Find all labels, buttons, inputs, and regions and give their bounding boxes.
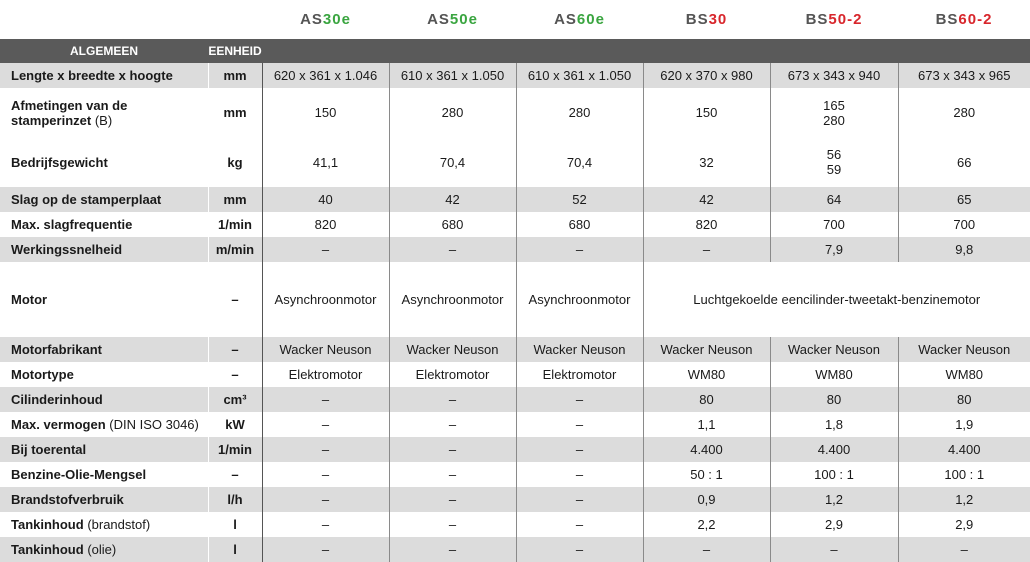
table-row (0, 412, 1030, 437)
cell-value: – (898, 537, 1030, 562)
cell-value: 150 (262, 88, 389, 137)
cell-value: 70,4 (516, 137, 643, 187)
row-unit: l (208, 512, 262, 537)
table-row (0, 362, 1030, 387)
cell-value: 280 (898, 88, 1030, 137)
cell-value: 820 (262, 212, 389, 237)
cell-value: 680 (516, 212, 643, 237)
cell-value: 673 x 343 x 940 (770, 63, 898, 88)
row-label: Benzine-Olie-Mengsel (0, 462, 208, 487)
cell-value: 610 x 361 x 1.050 (516, 63, 643, 88)
cell-value: – (262, 387, 389, 412)
cell-value: 66 (898, 137, 1030, 187)
table-row (0, 237, 1030, 262)
cell-value: 150 (643, 88, 770, 137)
section-title: ALGEMEEN (0, 39, 208, 63)
cell-value: – (389, 537, 516, 562)
row-unit: l (208, 537, 262, 562)
table-row (0, 187, 1030, 212)
row-label: Werkingssnelheid (0, 237, 208, 262)
table-row (0, 537, 1030, 562)
cell-value: WM80 (643, 362, 770, 387)
row-unit: – (208, 262, 262, 337)
table-row (0, 63, 1030, 88)
cell-value: Elektromotor (389, 362, 516, 387)
cell-value: 100 : 1 (770, 462, 898, 487)
model-name: BS30 (643, 0, 770, 39)
cell-value: Wacker Neuson (516, 337, 643, 362)
cell-value: 42 (389, 187, 516, 212)
cell-value: 80 (770, 387, 898, 412)
cell-value: 2,9 (898, 512, 1030, 537)
cell-value: 1,9 (898, 412, 1030, 437)
cell-value: WM80 (770, 362, 898, 387)
row-label: Bedrijfsgewicht (0, 137, 208, 187)
cell-value: 80 (643, 387, 770, 412)
cell-value: 1,1 (643, 412, 770, 437)
cell-value: 56 59 (770, 137, 898, 187)
cell-value: 0,9 (643, 487, 770, 512)
cell-value: 1,2 (898, 487, 1030, 512)
cell-value: 2,2 (643, 512, 770, 537)
table-row (0, 487, 1030, 512)
cell-value: 70,4 (389, 137, 516, 187)
table-row (0, 337, 1030, 362)
row-label: Max. slagfrequentie (0, 212, 208, 237)
cell-value: – (516, 387, 643, 412)
cell-value: 820 (643, 212, 770, 237)
cell-value: Elektromotor (262, 362, 389, 387)
row-label: Lengte x breedte x hoogte (0, 63, 208, 88)
model-name: AS30e (262, 0, 389, 39)
row-unit: – (208, 362, 262, 387)
cell-value: 50 : 1 (643, 462, 770, 487)
cell-value: 680 (389, 212, 516, 237)
table-row (0, 262, 1030, 337)
cell-value: Wacker Neuson (389, 337, 516, 362)
model-name: BS60-2 (898, 0, 1030, 39)
cell-value: 65 (898, 187, 1030, 212)
row-label: Bij toerental (0, 437, 208, 462)
cell-value: – (262, 537, 389, 562)
row-label: Tankinhoud (brandstof) (0, 512, 208, 537)
cell-value: 280 (516, 88, 643, 137)
cell-value: 4.400 (898, 437, 1030, 462)
cell-value: Wacker Neuson (770, 337, 898, 362)
row-unit: 1/min (208, 212, 262, 237)
cell-value: Asynchroonmotor (516, 262, 643, 337)
cell-value: – (516, 537, 643, 562)
cell-value: 7,9 (770, 237, 898, 262)
cell-value: Wacker Neuson (262, 337, 389, 362)
row-label: Motorfabrikant (0, 337, 208, 362)
cell-value: 1,8 (770, 412, 898, 437)
cell-value: 620 x 361 x 1.046 (262, 63, 389, 88)
cell-value: 52 (516, 187, 643, 212)
model-name: AS50e (389, 0, 516, 39)
cell-value: – (262, 512, 389, 537)
row-label: Cilinderinhoud (0, 387, 208, 412)
row-unit: – (208, 337, 262, 362)
row-unit: – (208, 462, 262, 487)
cell-value: 700 (770, 212, 898, 237)
cell-value: 165 280 (770, 88, 898, 137)
cell-value: 64 (770, 187, 898, 212)
row-unit: mm (208, 88, 262, 137)
row-label: Motor (0, 262, 208, 337)
cell-value: – (516, 512, 643, 537)
cell-value: 4.400 (643, 437, 770, 462)
row-label: Afmetingen van de stamperinzet (B) (0, 88, 208, 137)
cell-value: 80 (898, 387, 1030, 412)
model-header-row (0, 0, 1030, 39)
cell-value: 4.400 (770, 437, 898, 462)
cell-value: – (262, 487, 389, 512)
row-unit: cm³ (208, 387, 262, 412)
model-name: AS60e (516, 0, 643, 39)
cell-value: 32 (643, 137, 770, 187)
cell-value: 40 (262, 187, 389, 212)
table-row (0, 512, 1030, 537)
cell-value: 610 x 361 x 1.050 (389, 63, 516, 88)
cell-value: Wacker Neuson (898, 337, 1030, 362)
row-unit: m/min (208, 237, 262, 262)
cell-value: Wacker Neuson (643, 337, 770, 362)
row-unit: mm (208, 187, 262, 212)
cell-value: Asynchroonmotor (389, 262, 516, 337)
table-row (0, 212, 1030, 237)
cell-value: 9,8 (898, 237, 1030, 262)
cell-value: – (770, 537, 898, 562)
row-label: Tankinhoud (olie) (0, 537, 208, 562)
unit-header: EENHEID (208, 39, 262, 63)
cell-value: Asynchroonmotor (262, 262, 389, 337)
cell-value: 673 x 343 x 965 (898, 63, 1030, 88)
cell-value: – (389, 487, 516, 512)
cell-value: 2,9 (770, 512, 898, 537)
cell-value: 41,1 (262, 137, 389, 187)
row-unit: mm (208, 63, 262, 88)
cell-value: – (389, 512, 516, 537)
row-unit: 1/min (208, 437, 262, 462)
row-label: Max. vermogen (DIN ISO 3046) (0, 412, 208, 437)
row-label: Slag op de stamperplaat (0, 187, 208, 212)
cell-value: – (643, 237, 770, 262)
cell-value: – (262, 412, 389, 437)
cell-value: 42 (643, 187, 770, 212)
cell-value: – (516, 437, 643, 462)
row-label: Motortype (0, 362, 208, 387)
cell-value: – (643, 537, 770, 562)
cell-value: 280 (389, 88, 516, 137)
table-row (0, 437, 1030, 462)
row-unit: kW (208, 412, 262, 437)
model-name: BS50-2 (770, 0, 898, 39)
table-row (0, 137, 1030, 187)
cell-value: – (516, 462, 643, 487)
cell-value: – (389, 412, 516, 437)
cell-value: 100 : 1 (898, 462, 1030, 487)
cell-value: – (389, 437, 516, 462)
row-unit: kg (208, 137, 262, 187)
cell-value: – (389, 387, 516, 412)
cell-value: – (262, 237, 389, 262)
cell-merged: Luchtgekoelde eencilinder-tweetakt-benzinemotor (643, 262, 1030, 337)
table-row (0, 88, 1030, 137)
cell-value: – (516, 487, 643, 512)
cell-value: Elektromotor (516, 362, 643, 387)
cell-value: 700 (898, 212, 1030, 237)
cell-value: WM80 (898, 362, 1030, 387)
row-label: Brandstofverbruik (0, 487, 208, 512)
cell-value: 620 x 370 x 980 (643, 63, 770, 88)
table-row (0, 462, 1030, 487)
cell-value: – (516, 237, 643, 262)
cell-value: – (516, 412, 643, 437)
cell-value: 1,2 (770, 487, 898, 512)
cell-value: – (389, 237, 516, 262)
cell-value: – (262, 462, 389, 487)
cell-value: – (262, 437, 389, 462)
section-header-row (0, 39, 1030, 63)
row-unit: l/h (208, 487, 262, 512)
cell-value: – (389, 462, 516, 487)
table-row (0, 387, 1030, 412)
